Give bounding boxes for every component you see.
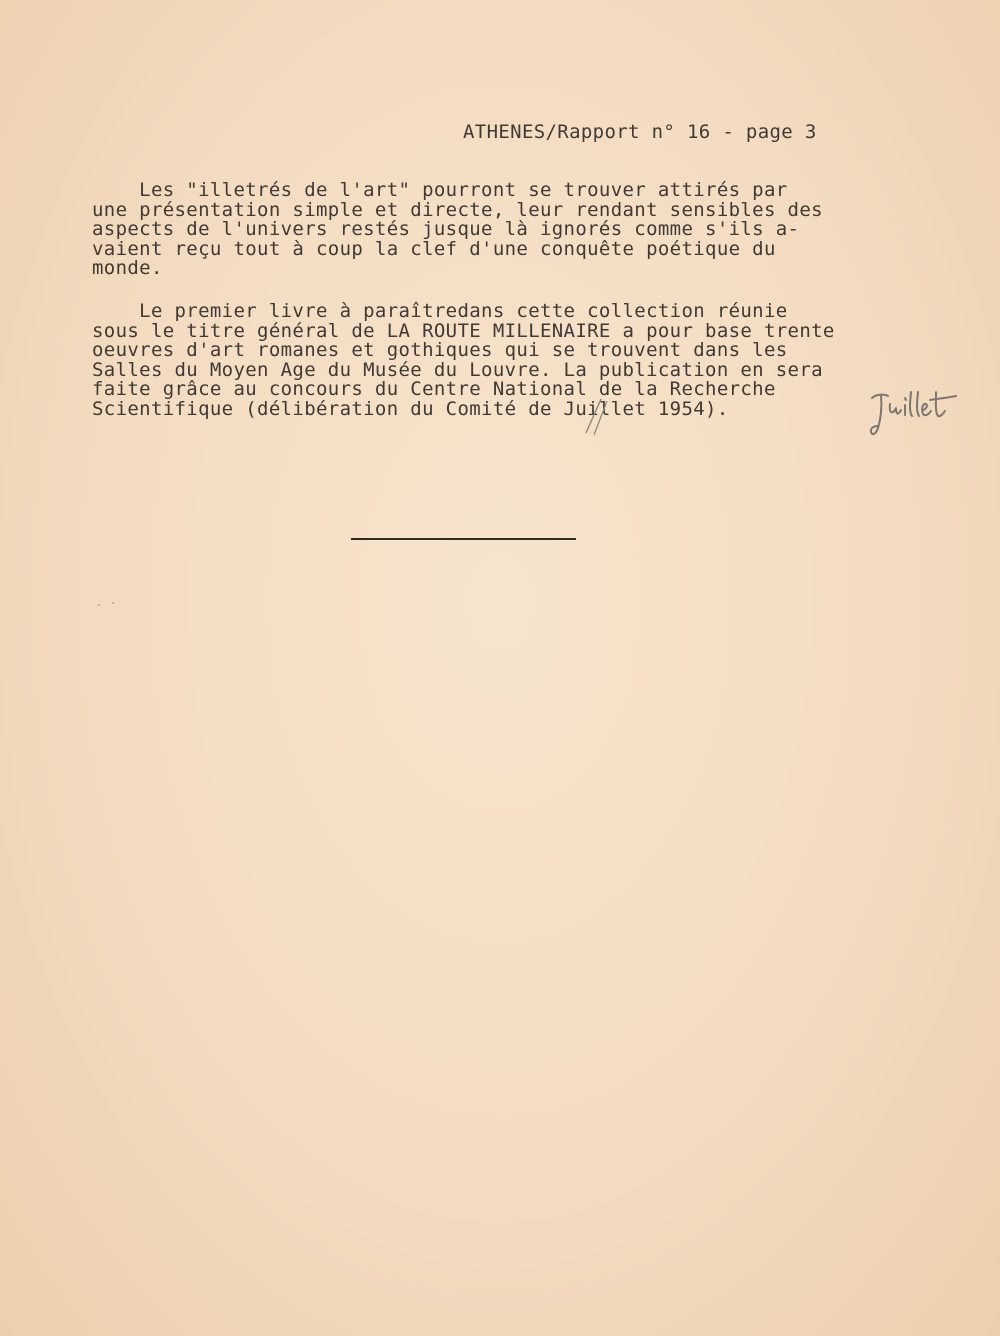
paragraph-1	[92, 181, 882, 279]
text-line: Le premier livre à paraîtredans cette collection réunie	[92, 300, 788, 322]
text-line: monde.	[92, 257, 163, 279]
handwritten-annotation-juillet	[866, 384, 962, 444]
page-header: ATHENES/Rapport n° 16 - page 3	[463, 121, 817, 143]
text-line: une présentation simple et directe, leur rendant sensibles des	[92, 198, 823, 221]
paper-speck	[112, 602, 114, 604]
text-line: Les "illetrés de l'art" pourront se trouver attirés par	[92, 179, 788, 201]
text-line: vaient reçu tout à coup la clef d'une conquête poétique du	[92, 237, 776, 260]
horizontal-rule	[351, 538, 576, 540]
text-line: aspects de l'univers restés jusque là ignorés comme s'ils a-	[92, 218, 800, 240]
text-line: oeuvres d'art romanes et gothiques qui se trouvent dans les	[92, 339, 788, 361]
text-line: faite grâce au concours du Centre National de la Recherche	[92, 378, 776, 400]
text-line: sous le titre général de LA ROUTE MILLENAIRE a pour base trente	[92, 319, 835, 342]
handwritten-strike-mark	[577, 397, 617, 437]
paper-speck	[98, 604, 100, 606]
text-line: Scientifique (délibération du Comité de Juillet 1954).	[92, 397, 729, 420]
text-line: Salles du Moyen Age du Musée du Louvre. La publication en sera	[92, 358, 823, 381]
paragraph-2	[92, 302, 882, 419]
